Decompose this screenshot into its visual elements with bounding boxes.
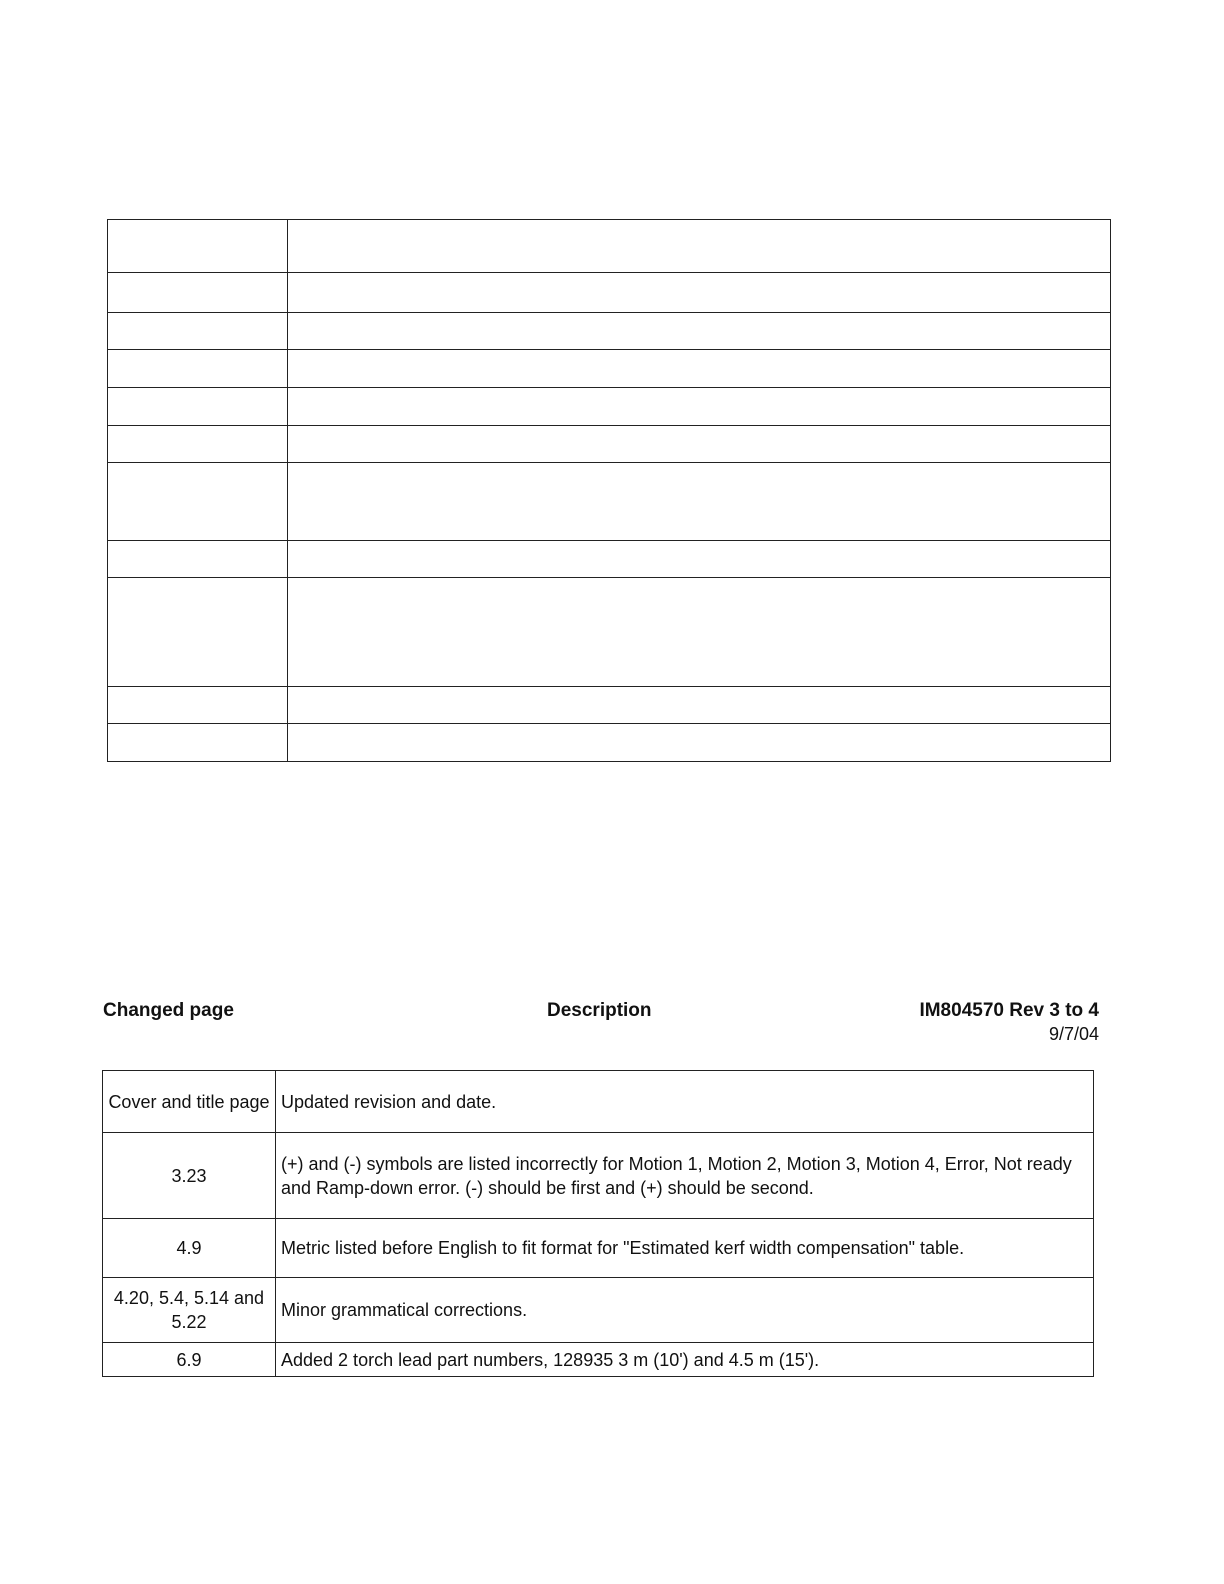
table-row — [108, 578, 1111, 687]
table-row — [103, 1343, 1094, 1377]
table-row — [108, 463, 1111, 541]
table-cell — [108, 273, 288, 313]
revision-date: 9/7/04 — [1048, 1024, 1099, 1044]
table-cell — [288, 313, 1111, 350]
table-cell — [288, 350, 1111, 388]
description-cell: Minor grammatical corrections. — [276, 1278, 1094, 1343]
table-cell — [108, 578, 288, 687]
table-cell — [288, 273, 1111, 313]
description-cell: Added 2 torch lead part numbers, 128935 3 m (10') and 4.5 m (15'). — [276, 1343, 1094, 1377]
changed-page-heading: Changed page — [103, 1000, 234, 1021]
table-cell — [108, 388, 288, 426]
table-cell — [288, 578, 1111, 687]
table-row — [108, 220, 1111, 273]
revision-heading: IM804570 Rev 3 to 4 — [919, 1000, 1099, 1021]
table-cell — [108, 687, 288, 724]
description-cell: Metric listed before English to fit format for "Estimated kerf width compensation" table. — [276, 1219, 1094, 1278]
description-cell: Updated revision and date. — [276, 1071, 1094, 1133]
table-row — [108, 388, 1111, 426]
description-heading: Description — [547, 1000, 652, 1021]
table-cell — [288, 687, 1111, 724]
empty-revision-table — [107, 219, 1111, 762]
table-cell — [108, 350, 288, 388]
table-cell — [108, 426, 288, 463]
description-cell: (+) and (-) symbols are listed incorrectly for Motion 1, Motion 2, Motion 3, Motion 4, Error, Not ready and Ramp-down error. (-) should be first and (+) should be second. — [276, 1133, 1094, 1219]
table-row — [103, 1071, 1094, 1133]
table-cell — [108, 463, 288, 541]
table-row — [108, 541, 1111, 578]
table-cell — [288, 541, 1111, 578]
table-cell — [288, 388, 1111, 426]
table-row — [108, 426, 1111, 463]
table-row — [103, 1219, 1094, 1278]
table-cell — [108, 313, 288, 350]
table-cell — [288, 463, 1111, 541]
table-cell — [288, 724, 1111, 762]
table-row — [108, 350, 1111, 388]
changed-page-cell: 4.20, 5.4, 5.14 and 5.22 — [103, 1278, 276, 1343]
table-cell — [108, 724, 288, 762]
table-row — [108, 273, 1111, 313]
changed-page-cell: 3.23 — [103, 1133, 276, 1219]
table-row — [103, 1278, 1094, 1343]
table-cell — [288, 220, 1111, 273]
table-row — [103, 1133, 1094, 1219]
table-row — [108, 313, 1111, 350]
table-row — [108, 724, 1111, 762]
changed-page-cell: 4.9 — [103, 1219, 276, 1278]
changes-table — [102, 1070, 1094, 1377]
table-cell — [108, 541, 288, 578]
changed-page-cell: Cover and title page — [103, 1071, 276, 1133]
table-row — [108, 687, 1111, 724]
table-cell — [288, 426, 1111, 463]
table-cell — [108, 220, 288, 273]
changed-page-cell: 6.9 — [103, 1343, 276, 1377]
